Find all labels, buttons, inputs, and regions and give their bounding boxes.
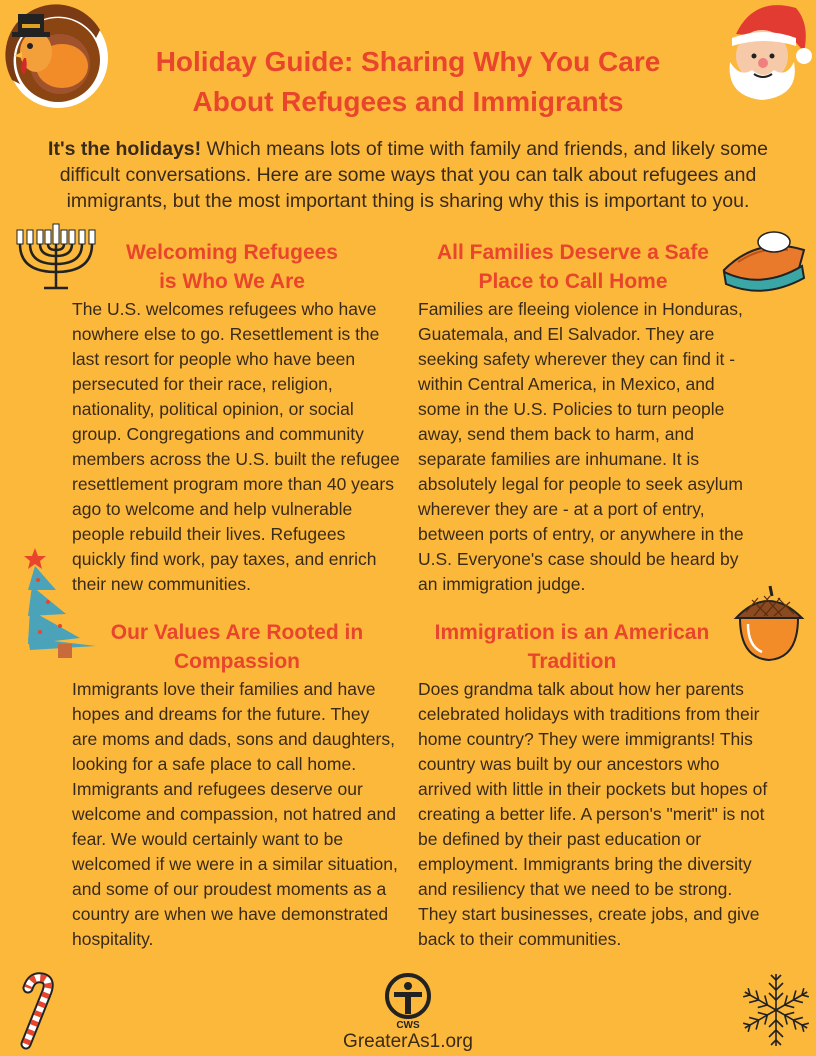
acorn-icon: [732, 584, 806, 664]
title-line-2: About Refugees and Immigrants: [192, 86, 624, 117]
section-heading-immigration: Immigration is an American Tradition: [434, 621, 710, 673]
section-body-immigration: Does grandma talk about how her parents celebrated holidays with traditions from their home country? They were immigrants! This country was built by our ancestors who arrived with little in their pockets but hopes of creating a better life. A person's "merit" is not be defined by their past education or employment. Immigrants bring the diversity and resiliency that we need to be strong. They start businesses, create jobs, and give back to their communities.: [418, 679, 768, 949]
cws-logo-icon: [384, 972, 432, 1030]
title-line-1: Holiday Guide: Sharing Why You Care: [155, 46, 661, 77]
menorah-icon: [12, 216, 102, 296]
section-heading-values: Our Values Are Rooted in Compassion: [110, 621, 364, 673]
intro-text: Which means lots of time with family and friends, and likely some difficult conversations. Here are some ways that you can talk about refugees and immigrants, but the most important thing is sharing why this is important to you.: [59, 138, 768, 212]
cws-logo-text: CWS: [396, 1020, 420, 1030]
christmas-tree-icon: [24, 546, 98, 662]
footer-url[interactable]: GreaterAs1.org: [343, 1031, 473, 1052]
section-heading-welcoming: Welcoming Refugees is Who We Are: [126, 241, 338, 293]
intro-paragraph: [40, 136, 776, 214]
section-body-families: Families are fleeing violence in Honduras, Guatemala, and El Salvador. They are seeking safety wherever they can find it - within Central America, in Mexico, and some in the U.S. Policies to turn people away, send them back to harm, and separate families are inhumane. It is absolutely legal for people to seek asylum wherever they are - at a port of entry, between ports of entry, or anywhere in the U.S. Everyone's case should be heard by an immigration judge.: [418, 299, 744, 594]
pie-icon: [718, 226, 810, 298]
snowflake-icon: [736, 970, 816, 1050]
section-heading-families: All Families Deserve a Safe Place to Call Home: [437, 241, 709, 293]
santa-icon: [714, 0, 814, 102]
page-title: [100, 42, 716, 122]
section-body-values: Immigrants love their families and have hopes and dreams for the future. They are moms and dads, sons and daughters, looking for a safe place to call home. Immigrants and refugees deserve our welcome and compassion, not hatred and fear. We would certainly want to be welcomed if we were in a similar situation, and some of our proudest moments as a country are when we have demonstrated hospitality.: [72, 679, 398, 949]
candy-cane-icon: [12, 970, 64, 1050]
intro-lead: It's the holidays!: [48, 138, 202, 160]
section-body-welcoming: The U.S. welcomes refugees who have nowhere else to go. Resettlement is the last resort for people who have been persecuted for their race, religion, nationality, political opinion, or social group. Congregations and community members across the U.S. built the refugee resettlement program more than 40 years ago to welcome and help vulnerable people rebuild their lives. Refugees quickly find work, pay taxes, and enrich their new communities.: [72, 299, 400, 594]
turkey-icon: [0, 0, 120, 110]
